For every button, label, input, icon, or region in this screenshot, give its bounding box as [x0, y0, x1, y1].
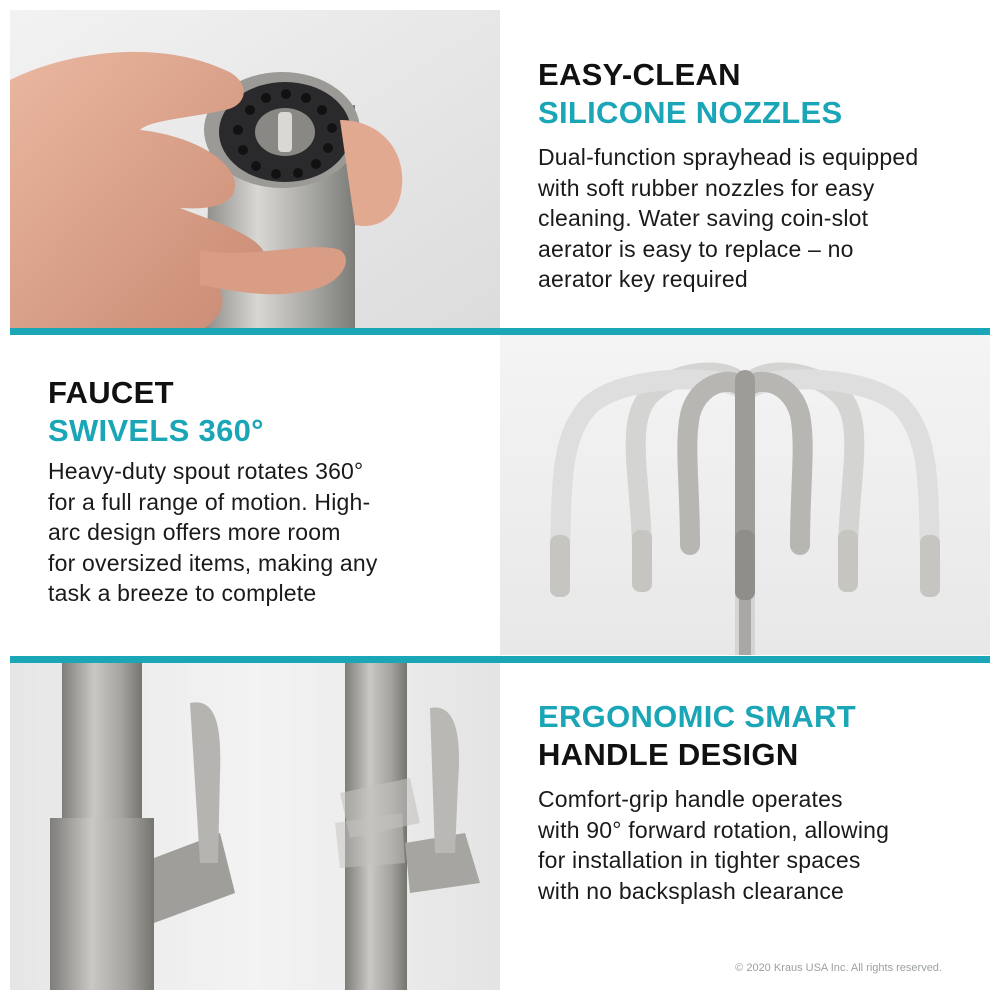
section-2-title-line2: SWIVELS 360° [48, 413, 264, 448]
section-3-body-line: with no backsplash clearance [538, 877, 845, 904]
section-1-title-line2: SILICONE NOZZLES [538, 95, 843, 130]
section-3-body-line: with 90° forward rotation, allowing [538, 816, 890, 843]
section-2-text [48, 374, 488, 609]
sprayhead-photo [10, 10, 500, 328]
section-1-body-line: aerator key required [538, 266, 748, 292]
swivel-spouts-photo [500, 335, 990, 655]
section-2-body-line: Heavy-duty spout rotates 360° [48, 458, 364, 484]
section-3-title-line2: HANDLE DESIGN [538, 737, 799, 772]
section-1-body-line: Dual-function sprayhead is equipped [538, 144, 919, 170]
section-1-body [538, 142, 978, 295]
section-1-body-line: cleaning. Water saving coin-slot [538, 205, 869, 231]
section-2-body-line: for oversized items, making any [48, 549, 378, 576]
section-divider [10, 328, 990, 335]
section-3-body-line: for installation in tighter spaces [538, 847, 861, 873]
section-3-text [538, 698, 978, 906]
section-2-body-line: arc design offers more room [48, 519, 341, 545]
handle-photo [10, 663, 500, 990]
copyright-notice: © 2020 Kraus USA Inc. All rights reserved. [735, 962, 942, 974]
section-divider [10, 656, 990, 663]
section-1-title-line1: EASY-CLEAN [538, 57, 741, 92]
section-3-title-line1: ERGONOMIC SMART [538, 699, 856, 734]
section-2-title-line1: FAUCET [48, 375, 174, 410]
section-1-text [538, 56, 978, 295]
section-3-body-line: Comfort-grip handle operates [538, 786, 843, 812]
section-2-body-line: task a breeze to complete [48, 580, 317, 606]
section-3-body [538, 784, 978, 906]
section-2-body [48, 456, 488, 609]
section-1-body-line: aerator is easy to replace – no [538, 235, 854, 262]
section-2-body-line: for a full range of motion. High- [48, 488, 371, 515]
section-1-body-line: with soft rubber nozzles for easy [538, 174, 875, 201]
